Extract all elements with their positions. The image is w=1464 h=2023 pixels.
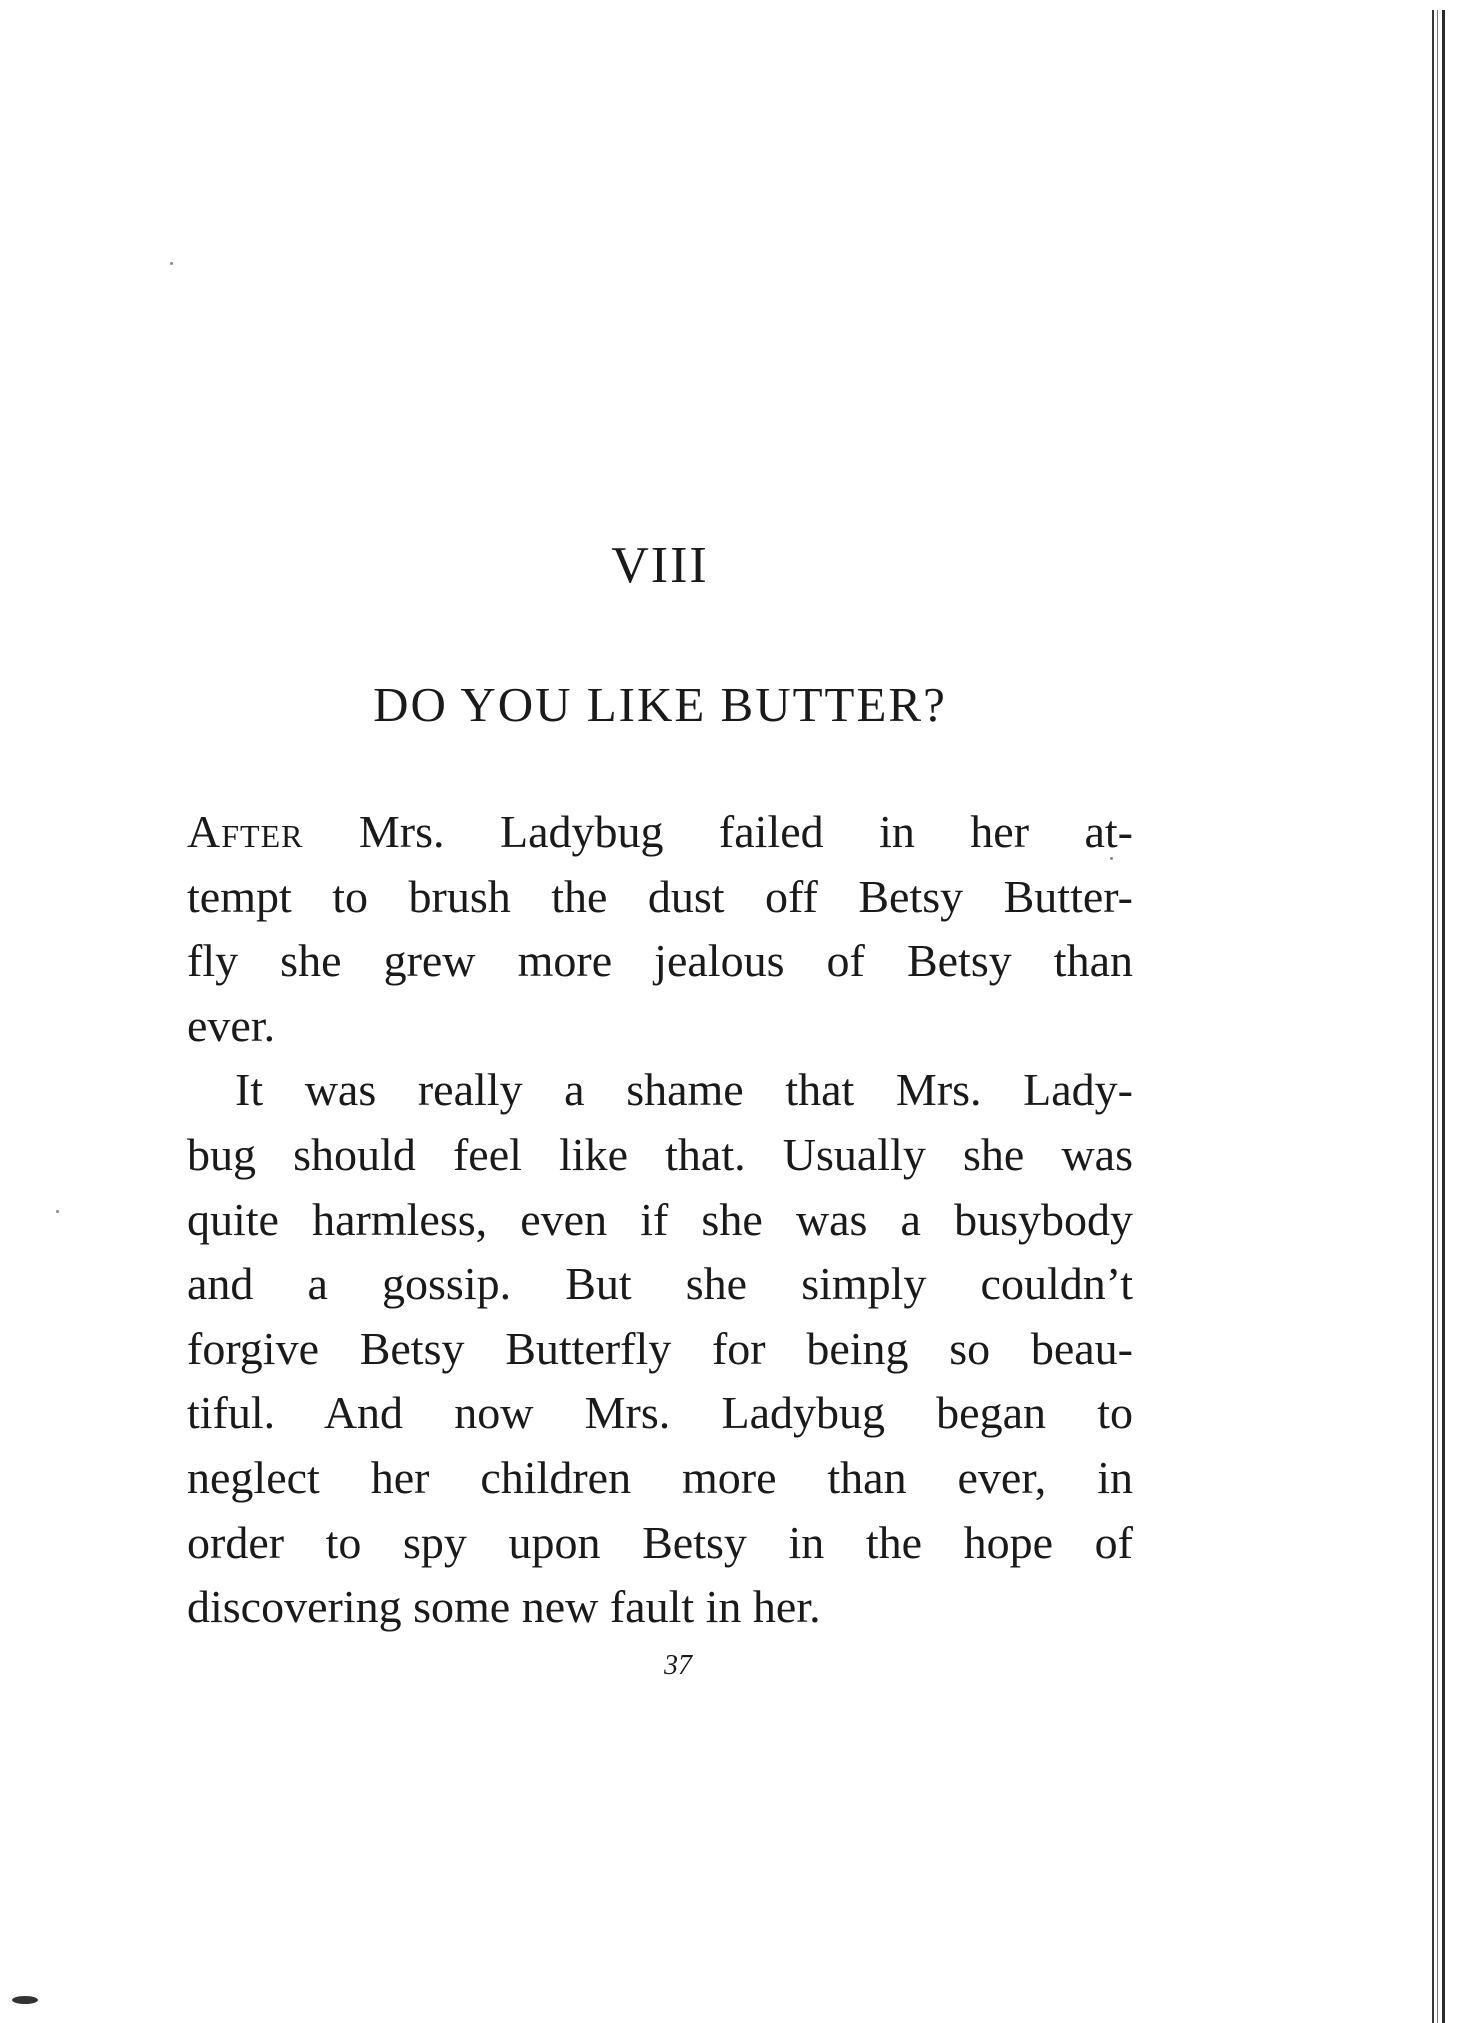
text-line: discovering some new fault in her. <box>187 1581 821 1633</box>
text-line: ever. <box>187 999 276 1051</box>
binding-edge-line <box>1442 10 1445 2023</box>
scan-speck <box>1110 857 1113 860</box>
text-line: After Mrs. Ladybug failed in her at- <box>187 806 1133 857</box>
text-line: tiful. And now Mrs. Ladybug began to <box>187 1387 1133 1439</box>
chapter-title: DO YOU LIKE BUTTER? <box>373 677 947 732</box>
scan-speck <box>12 1996 38 2004</box>
chapter-number: VIII <box>611 537 709 594</box>
text-line: quite harmless, even if she was a busybody <box>187 1193 1133 1245</box>
text-line: fly she grew more jealous of Betsy than <box>187 935 1133 987</box>
text-line: bug should feel like that. Usually she was <box>187 1128 1133 1180</box>
scan-speck <box>56 1210 59 1213</box>
text-line: forgive Betsy Butterfly for being so beau- <box>187 1322 1133 1374</box>
page-number: 37 <box>664 1650 692 1681</box>
binding-edge-line <box>1432 10 1434 2023</box>
scan-speck <box>170 262 173 265</box>
text-line: It was really a shame that Mrs. Lady- <box>235 1064 1133 1116</box>
text-line: neglect her children more than ever, in <box>187 1451 1133 1503</box>
body-text <box>187 800 1133 1640</box>
lead-word: After <box>187 806 304 857</box>
text-line: order to spy upon Betsy in the hope of <box>187 1516 1133 1568</box>
text-line: tempt to brush the dust off Betsy Butter- <box>187 870 1133 922</box>
binding-edge-line <box>1437 10 1438 2023</box>
text-line: and a gossip. But she simply couldn’t <box>187 1258 1133 1310</box>
